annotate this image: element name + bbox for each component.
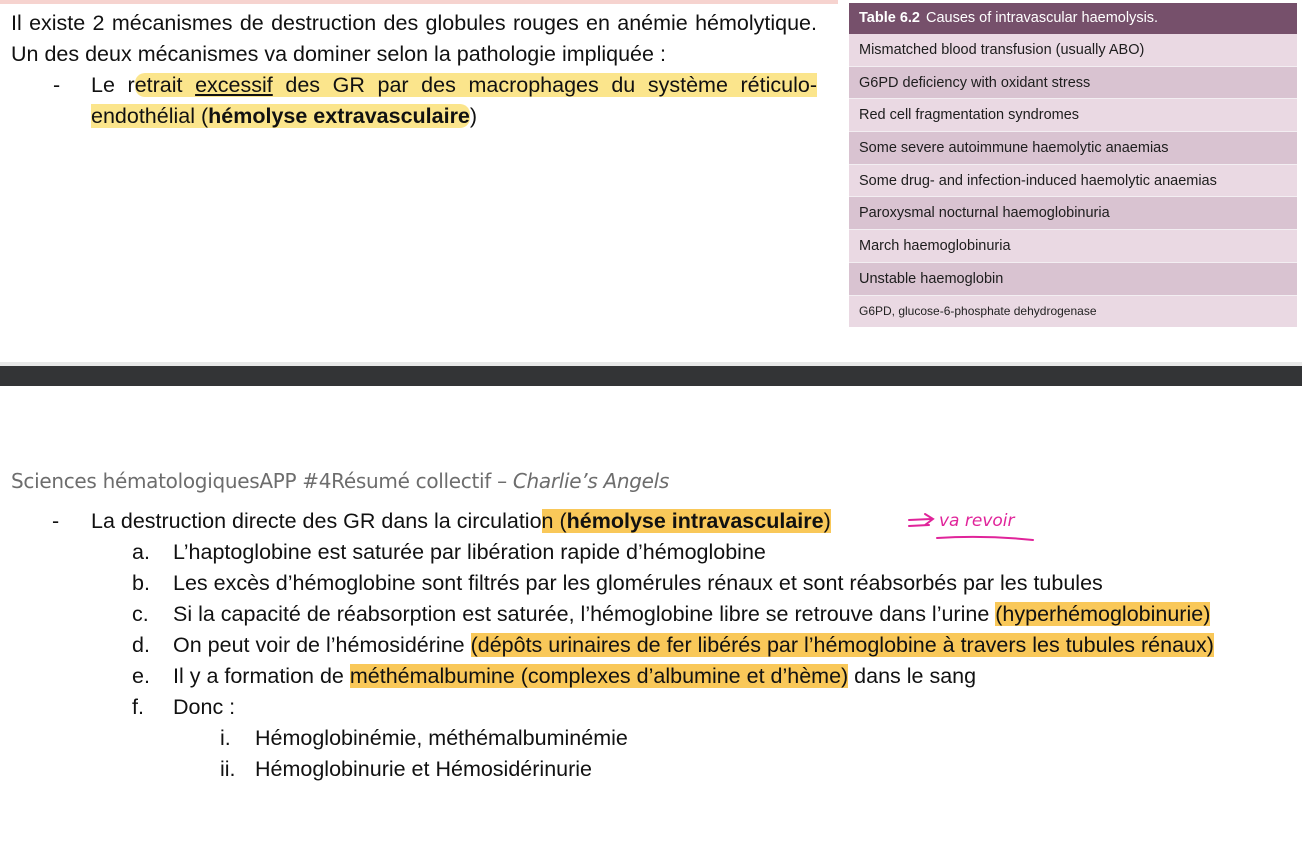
- arrow-icon: [909, 514, 933, 526]
- list-marker: e.: [132, 664, 150, 688]
- orange-highlight: [542, 509, 831, 533]
- causes-table: [849, 3, 1297, 327]
- bullet-text-start: Le r: [91, 73, 135, 97]
- bullet-dash: -: [52, 509, 60, 533]
- list-item-text: On peut voir de l’hémosidérine: [173, 633, 471, 657]
- bullet-highlight-text-2: des GR par des macrophages du système réticulo-endothélial (: [91, 73, 817, 128]
- bold-term-extravascular: hémolyse extravasculaire: [208, 104, 470, 128]
- intro-paragraph: Il existe 2 mécanismes de destruction des globules rouges en anémie hémolytique. Un des deux mécanismes va dominer selon la pathologie impliquée :: [11, 11, 817, 66]
- table-row: Paroxysmal nocturnal haemoglobinuria: [849, 197, 1297, 230]
- list-item-text: Donc :: [173, 695, 236, 719]
- list-marker: ii.: [220, 757, 236, 781]
- list-marker: f.: [132, 695, 144, 719]
- handwritten-annotation: [905, 504, 1040, 546]
- list-subitem-ii: [0, 754, 1302, 785]
- orange-highlight: (dépôts urinaires de fer libérés par l’hémoglobine à travers les tubules rénaux): [470, 633, 1214, 657]
- orange-highlight: (hyperhémoglobinurie): [995, 602, 1211, 626]
- page-top-strip: [0, 0, 838, 4]
- orange-highlight: méthémalbumine (complexes d’albumine et d’hème): [349, 664, 849, 688]
- list-item-b: [0, 568, 1228, 599]
- list-item-text: Hémoglobinémie, méthémalbuminémie: [255, 726, 628, 750]
- underlined-word: excessif: [195, 73, 273, 97]
- annotation-underline: [937, 537, 1033, 540]
- header-italic: Charlie’s Angels: [512, 469, 670, 493]
- header-text: Sciences hématologiquesAPP #4Résumé collectif –: [11, 469, 513, 493]
- intravascular-section: [0, 506, 1302, 785]
- bullet-text-end: ): [469, 104, 478, 128]
- highlight-text-end: ): [823, 509, 831, 533]
- list-item-a: [0, 537, 1228, 568]
- list-item-text: Les excès d’hémoglobine sont filtrés par les glomérules rénaux et sont réabsorbés par les tubules: [173, 571, 1103, 595]
- table-row: G6PD deficiency with oxidant stress: [849, 67, 1297, 100]
- table-footnote: G6PD, glucose-6-phosphate dehydrogenase: [849, 296, 1297, 327]
- bullet-highlight-text-1: etrait: [134, 73, 196, 97]
- bold-term-intravascular: hémolyse intravasculaire: [566, 509, 824, 533]
- highlight-text: n (: [541, 509, 567, 533]
- list-item-text-end: dans le sang: [848, 664, 977, 688]
- page-divider-bar: [0, 366, 1302, 386]
- table-number: Table 6.2: [859, 10, 920, 26]
- intravascular-bullet: [0, 506, 1302, 537]
- list-item-text: Hémoglobinurie et Hémosidérinurie: [255, 757, 592, 781]
- list-marker: i.: [220, 726, 231, 750]
- table-row: March haemoglobinuria: [849, 230, 1297, 263]
- document-header: [11, 469, 669, 493]
- list-marker: c.: [132, 602, 149, 626]
- table-row: Some drug- and infection-induced haemolytic anaemias: [849, 165, 1297, 198]
- list-marker: b.: [132, 571, 150, 595]
- bullet-text-start: La destruction directe des GR dans la circulatio: [91, 509, 542, 533]
- list-subitem-i: [0, 723, 1302, 754]
- top-page-text: [11, 8, 817, 132]
- table-header: [849, 3, 1297, 34]
- yellow-highlight: [91, 73, 817, 128]
- list-item-text: L’haptoglobine est saturée par libération rapide d’hémoglobine: [173, 540, 766, 564]
- list-item-c: [0, 599, 1228, 630]
- bullet-dash: -: [53, 73, 61, 97]
- table-row: Mismatched blood transfusion (usually ABO): [849, 34, 1297, 67]
- list-item-text: Si la capacité de réabsorption est saturée, l’hémoglobine libre se retrouve dans l’urine: [173, 602, 996, 626]
- table-row: Some severe autoimmune haemolytic anaemias: [849, 132, 1297, 165]
- table-row: Red cell fragmentation syndromes: [849, 99, 1297, 132]
- table-title: Causes of intravascular haemolysis.: [925, 10, 1159, 26]
- extravascular-bullet: [11, 70, 817, 132]
- list-marker: d.: [132, 633, 150, 657]
- list-item-e: [0, 661, 1228, 692]
- list-item-d: [0, 630, 1228, 661]
- table-row: Unstable haemoglobin: [849, 263, 1297, 296]
- list-item-f: [0, 692, 1228, 723]
- annotation-text: va revoir: [939, 511, 1015, 531]
- list-marker: a.: [132, 540, 150, 564]
- list-item-text: Il y a formation de: [173, 664, 350, 688]
